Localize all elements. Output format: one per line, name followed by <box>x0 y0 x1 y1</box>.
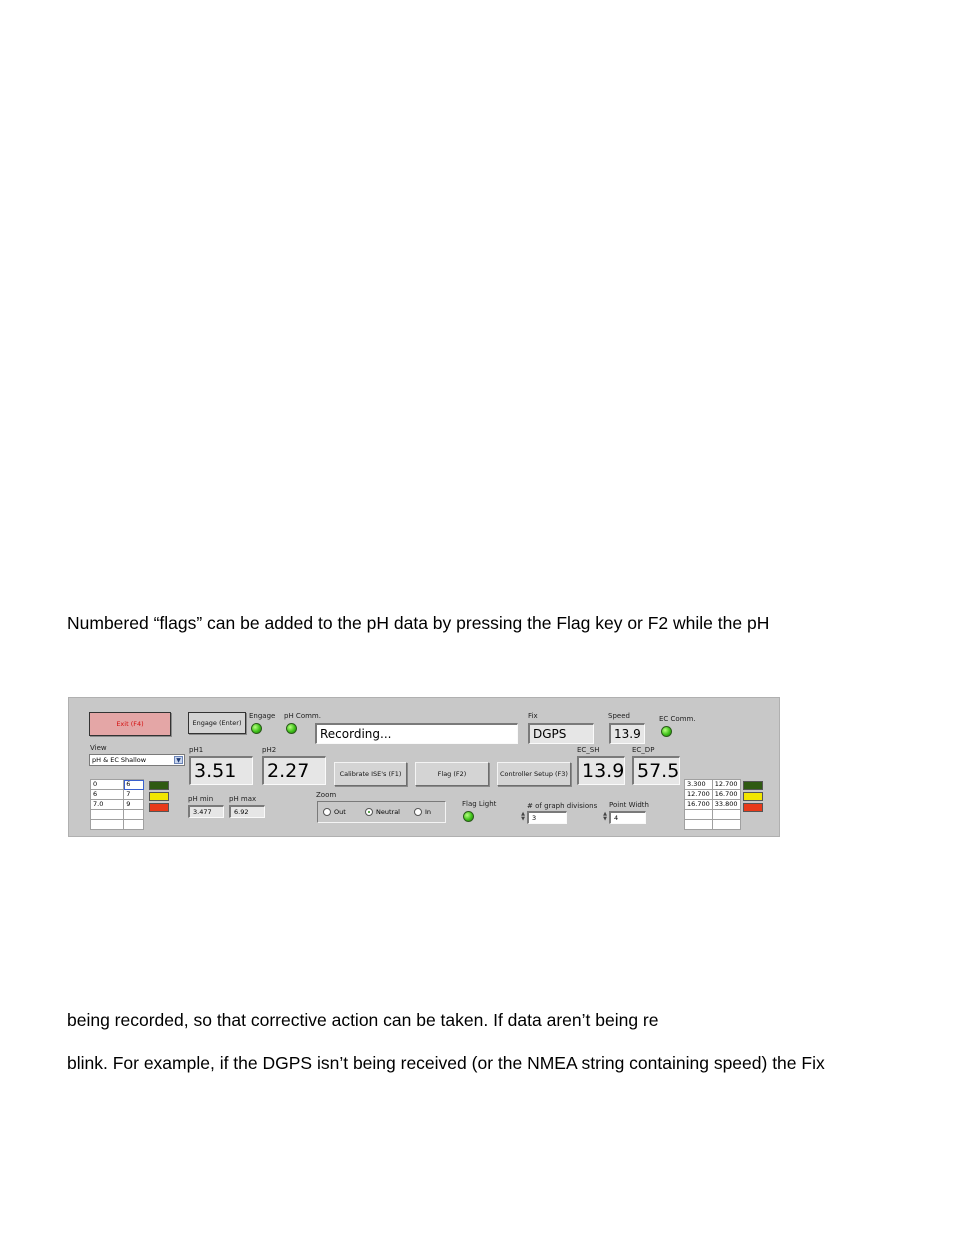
ph-comm-led-icon <box>286 723 297 734</box>
view-label: View <box>90 744 107 752</box>
engage-led-icon <box>251 723 262 734</box>
ph-range-color-red[interactable] <box>149 803 169 812</box>
engage-led-label: Engage <box>249 712 276 720</box>
view-select-value: pH & EC Shallow <box>92 756 147 764</box>
table-row <box>91 800 144 810</box>
ec-comm-led-icon <box>661 726 672 737</box>
ph-comm-label: pH Comm. <box>284 712 321 720</box>
table-row <box>91 820 144 830</box>
table-cell[interactable]: 12.700 <box>685 790 713 800</box>
ph-range-color-yellow[interactable] <box>149 792 169 801</box>
table-row <box>685 790 741 800</box>
zoom-label: Zoom <box>316 791 337 799</box>
table-row <box>91 780 144 790</box>
paragraph-line-blink: blink. For example, if the DGPS isn’t being received (or the NMEA string containing speed) the Fix <box>67 1053 825 1073</box>
ec-range-color-red[interactable] <box>743 803 763 812</box>
table-cell[interactable]: 7 <box>124 790 144 800</box>
radio-selected-icon[interactable] <box>365 808 373 816</box>
ph-max-display: 6.92 <box>229 805 265 818</box>
ph-range-table[interactable] <box>90 779 144 830</box>
paragraph-line-recorded: being recorded, so that corrective action can be taken. If data aren’t being re <box>67 1010 659 1030</box>
zoom-option-label: Neutral <box>376 808 400 816</box>
table-cell[interactable]: 33.800 <box>712 800 740 810</box>
paragraph-line-flags: Numbered “flags” can be added to the pH data by pressing the Flag key or F2 while the pH <box>67 613 770 633</box>
table-cell[interactable]: 6 <box>91 790 124 800</box>
ec-dp-label: EC_DP <box>632 746 655 754</box>
flag-light-led-icon <box>463 811 474 822</box>
controller-front-panel <box>68 697 780 837</box>
table-cell[interactable]: 7.0 <box>91 800 124 810</box>
ph-min-label: pH min <box>188 795 214 803</box>
table-cell[interactable]: 9 <box>124 800 144 810</box>
speed-display: 13.9 <box>609 723 645 744</box>
ph-max-label: pH max <box>229 795 257 803</box>
ph1-label: pH1 <box>189 746 204 754</box>
table-row <box>685 820 741 830</box>
status-display: Recording... <box>315 723 518 744</box>
zoom-option-in[interactable] <box>414 808 431 816</box>
table-cell[interactable]: 3.300 <box>685 780 713 790</box>
table-row <box>685 800 741 810</box>
ec-sh-label: EC_SH <box>577 746 600 754</box>
ph1-display: 3.51 <box>189 756 253 785</box>
zoom-option-neutral[interactable] <box>365 808 400 816</box>
radio-icon[interactable] <box>323 808 331 816</box>
point-width-spinner-icon[interactable]: ▲ ▼ <box>603 811 607 822</box>
ph-range-color-green[interactable] <box>149 781 169 790</box>
zoom-option-label: In <box>425 808 432 816</box>
ec-comm-label: EC Comm. <box>659 715 696 723</box>
ph2-label: pH2 <box>262 746 277 754</box>
table-cell[interactable] <box>91 810 124 820</box>
zoom-option-label: Out <box>334 808 346 816</box>
view-select[interactable] <box>89 754 185 766</box>
zoom-radio-group[interactable] <box>317 801 446 823</box>
chevron-down-icon[interactable]: ▼ <box>174 756 183 764</box>
table-row <box>91 790 144 800</box>
exit-button[interactable]: Exit (F4) <box>89 712 171 736</box>
table-cell[interactable] <box>91 820 124 830</box>
table-cell[interactable]: 16.700 <box>685 800 713 810</box>
table-cell[interactable] <box>685 810 713 820</box>
table-cell[interactable]: 6 <box>124 780 144 790</box>
ec-range-table[interactable] <box>684 779 741 830</box>
speed-label: Speed <box>608 712 630 720</box>
ph-min-display: 3.477 <box>188 805 224 818</box>
fix-label: Fix <box>528 712 538 720</box>
divisions-spinner-icon[interactable]: ▲ ▼ <box>521 811 525 822</box>
table-cell[interactable] <box>712 810 740 820</box>
flag-light-label: Flag Light <box>462 800 497 808</box>
ec-range-color-yellow[interactable] <box>743 792 763 801</box>
table-cell[interactable] <box>712 820 740 830</box>
controller-setup-button[interactable]: Controller Setup (F3) <box>497 762 571 786</box>
divisions-input[interactable]: 3 <box>527 811 567 824</box>
table-cell[interactable]: 0 <box>91 780 124 790</box>
ec-sh-display: 13.9 <box>577 756 625 785</box>
table-row <box>685 780 741 790</box>
table-row <box>91 810 144 820</box>
zoom-option-out[interactable] <box>323 808 346 816</box>
divisions-label: # of graph divisions <box>527 802 598 810</box>
table-cell[interactable] <box>124 820 144 830</box>
engage-button[interactable]: Engage (Enter) <box>188 712 246 734</box>
calibrate-button[interactable]: Calibrate ISE's (F1) <box>334 762 407 786</box>
ec-range-color-green[interactable] <box>743 781 763 790</box>
point-width-label: Point Width <box>609 801 649 809</box>
table-cell[interactable]: 16.700 <box>712 790 740 800</box>
ph2-display: 2.27 <box>262 756 326 785</box>
table-cell[interactable] <box>124 810 144 820</box>
point-width-input[interactable]: 4 <box>609 811 646 824</box>
fix-display: DGPS <box>528 723 594 744</box>
ec-dp-display: 57.5 <box>632 756 680 785</box>
table-row <box>685 810 741 820</box>
flag-button[interactable]: Flag (F2) <box>415 762 489 786</box>
radio-icon[interactable] <box>414 808 422 816</box>
table-cell[interactable] <box>685 820 713 830</box>
table-cell[interactable]: 12.700 <box>712 780 740 790</box>
